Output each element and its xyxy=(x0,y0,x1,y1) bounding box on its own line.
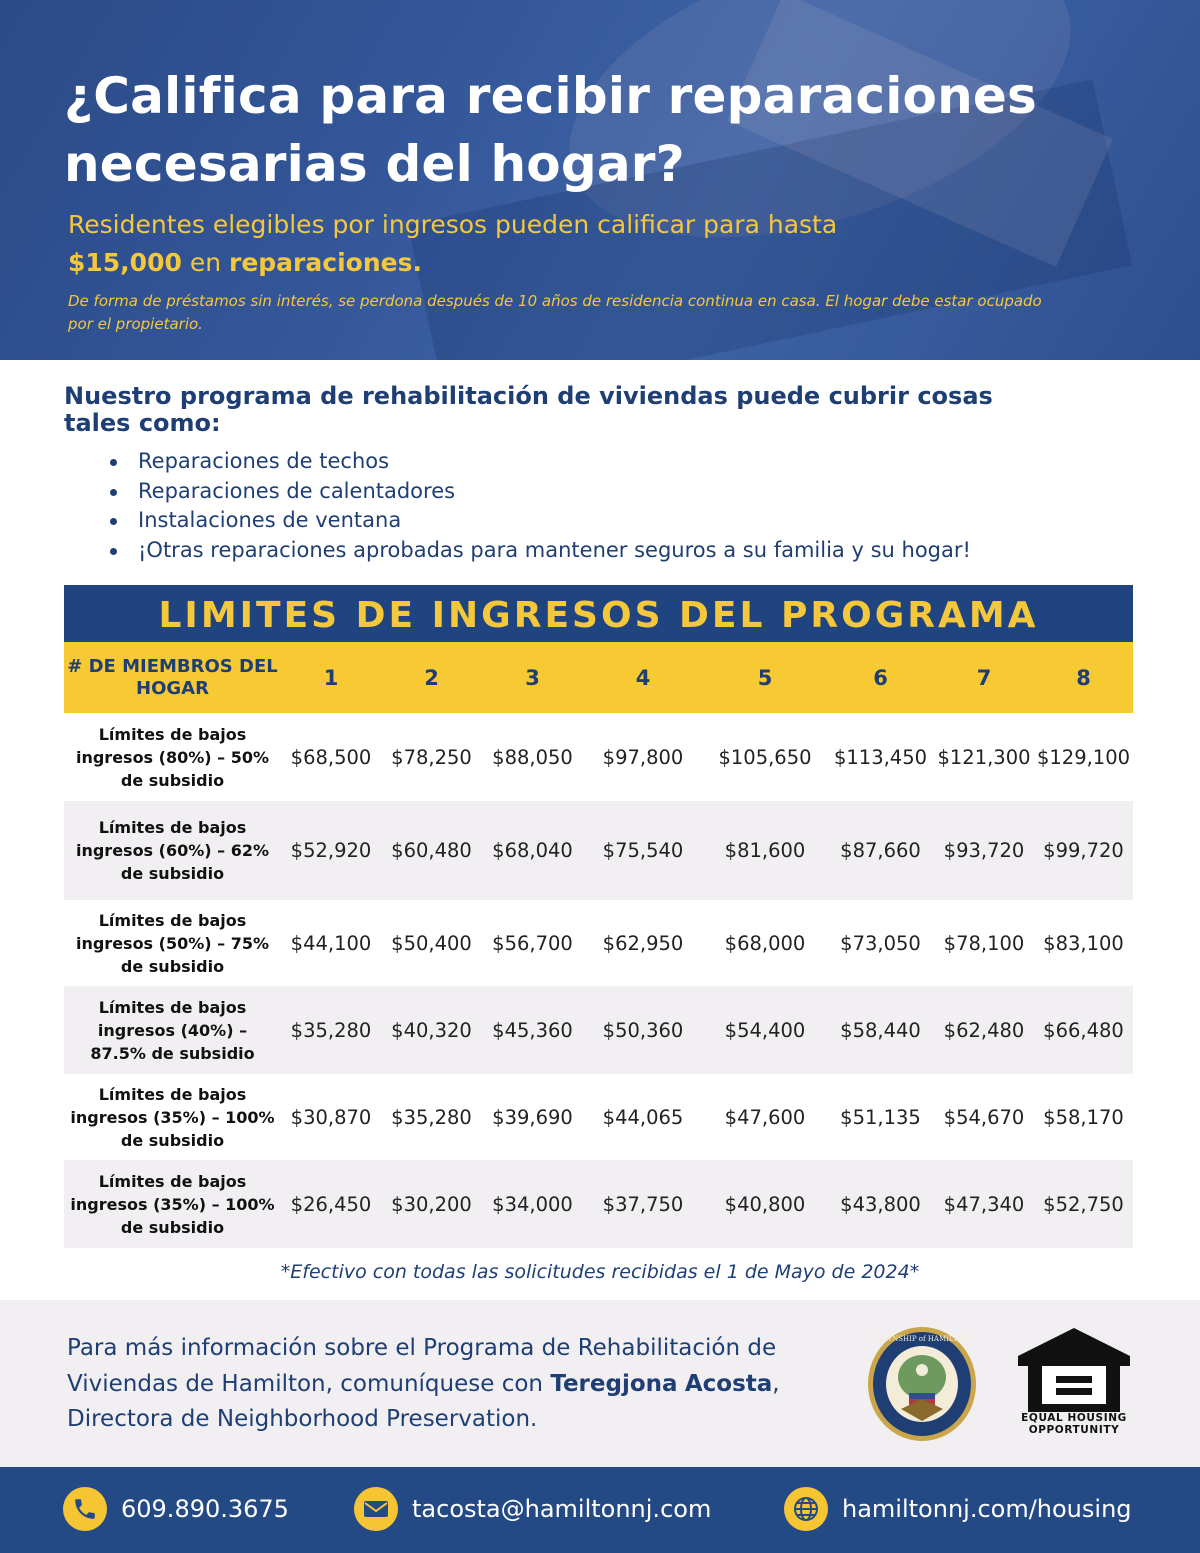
table-row xyxy=(64,986,1133,1074)
table-cell: $62,480 xyxy=(943,1018,1025,1042)
row-label: Límites de bajos ingresos (50%) – 75% de subsidio xyxy=(75,910,270,976)
website-link[interactable] xyxy=(784,1487,1132,1531)
table-cell: $50,400 xyxy=(391,931,472,955)
table-cell: $47,340 xyxy=(943,1192,1025,1216)
contact-role: , Directora de Neighborhood Preservation. xyxy=(67,1370,780,1432)
list-item: Reparaciones de calentadores xyxy=(110,477,971,507)
table-cell: $45,360 xyxy=(492,1018,573,1042)
table-cell: $66,480 xyxy=(1043,1018,1124,1042)
phone-contact[interactable] xyxy=(63,1487,289,1531)
table-cell: $58,170 xyxy=(1043,1105,1124,1129)
table-cell: $68,000 xyxy=(724,931,806,955)
hero-banner xyxy=(0,0,1200,360)
row-label: Límites de bajos ingresos (35%) – 100% de subsidio xyxy=(70,1084,275,1150)
seal-text: TOWNSHIP of HAMILTON xyxy=(874,1335,970,1343)
column-header: 2 xyxy=(424,665,439,690)
list-item: ¡Otras reparaciones aprobadas para mantener seguros a su familia y su hogar! xyxy=(110,536,971,566)
table-cell: $50,360 xyxy=(602,1018,684,1042)
table-row xyxy=(64,713,1133,801)
table-cell: $40,320 xyxy=(391,1018,472,1042)
table-cell: $56,700 xyxy=(492,931,573,955)
effective-date-note: *Efectivo con todas las solicitudes recibidas el 1 de Mayo de 2024* xyxy=(280,1261,920,1283)
table-cell: $87,660 xyxy=(840,839,921,862)
equal-housing-text xyxy=(1008,1412,1140,1436)
table-row xyxy=(64,1160,1133,1248)
table-row xyxy=(64,1074,1133,1160)
equal-housing-line: EQUAL HOUSING xyxy=(1021,1412,1127,1424)
table-cell: $78,100 xyxy=(943,931,1025,955)
table-cell: $121,300 xyxy=(937,745,1031,769)
table-cell: $73,050 xyxy=(840,931,921,955)
table-cell: $34,000 xyxy=(492,1192,573,1216)
table-cell: $39,690 xyxy=(492,1105,573,1129)
table-cell: $43,800 xyxy=(840,1192,921,1216)
table-cell: $30,200 xyxy=(391,1192,472,1216)
globe-icon xyxy=(784,1487,828,1531)
table-cell: $81,600 xyxy=(724,839,806,862)
table-cell: $52,920 xyxy=(290,839,372,862)
column-header: 7 xyxy=(976,665,992,690)
table-cell: $26,450 xyxy=(290,1192,372,1216)
table-cell: $47,600 xyxy=(724,1105,806,1129)
hero-subtitle xyxy=(68,206,1068,282)
column-header: 8 xyxy=(1076,665,1091,690)
column-header: 1 xyxy=(323,665,339,690)
list-item: Reparaciones de techos xyxy=(110,447,971,477)
table-cell: $51,135 xyxy=(840,1105,921,1129)
envelope-icon xyxy=(354,1487,398,1531)
table-cell: $30,870 xyxy=(290,1105,372,1129)
phone-number: 609.890.3675 xyxy=(121,1495,289,1523)
table-cell: $105,650 xyxy=(718,745,812,769)
table-cell: $99,720 xyxy=(1043,839,1124,862)
row-label: Límites de bajos ingresos (80%) – 50% de subsidio xyxy=(75,724,270,790)
table-cell: $75,540 xyxy=(602,839,684,862)
column-header: 5 xyxy=(757,665,773,690)
row-label: Límites de bajos ingresos (60%) – 62% de subsidio xyxy=(75,818,270,883)
table-cell: $58,440 xyxy=(840,1018,921,1042)
table-cell: $78,250 xyxy=(391,745,472,769)
hero-note: De forma de préstamos sin interés, se perdona después de 10 años de residencia continua en casa. El hogar debe estar ocupado por el propietario. xyxy=(68,292,1042,333)
table-cell: $54,670 xyxy=(943,1105,1025,1129)
column-header: 4 xyxy=(635,665,651,690)
contact-paragraph xyxy=(67,1331,847,1438)
email-contact[interactable] xyxy=(354,1487,711,1531)
table-cell: $68,040 xyxy=(492,839,573,862)
table-cell: $93,720 xyxy=(943,839,1025,862)
email-address: tacosta@hamiltonnj.com xyxy=(412,1495,712,1523)
column-header: 3 xyxy=(525,665,540,690)
table-row xyxy=(64,801,1133,900)
subtitle-emphasis: reparaciones. xyxy=(229,248,422,277)
program-heading: Nuestro programa de rehabilitación de viviendas puede cubrir cosas tales como: xyxy=(64,382,993,437)
website-url: hamiltonnj.com/housing xyxy=(842,1495,1132,1523)
contact-last-name: Acosta xyxy=(684,1370,773,1397)
list-item: Instalaciones de ventana xyxy=(110,506,971,536)
phone-icon xyxy=(63,1487,107,1531)
program-list xyxy=(110,447,971,565)
table-cell: $35,280 xyxy=(290,1018,372,1042)
table-cell: $68,500 xyxy=(290,745,372,769)
equal-housing-line: OPPORTUNITY xyxy=(1028,1424,1120,1436)
table-row xyxy=(64,900,1133,986)
table-cell: $54,400 xyxy=(724,1018,806,1042)
contact-info-section xyxy=(0,1300,1200,1467)
table-cell: $52,750 xyxy=(1043,1192,1124,1216)
footer-bar xyxy=(0,1467,1200,1553)
table-cell: $129,100 xyxy=(1036,745,1131,769)
table-cell: $83,100 xyxy=(1043,931,1124,955)
table-cell: $97,800 xyxy=(602,745,684,769)
contact-text: Para más información sobre el Programa de Rehabilitación de Viviendas de Hamilton, comuníquese con xyxy=(67,1335,777,1397)
contact-first-name: Teregjona xyxy=(550,1370,678,1397)
table-title: LIMITES DE INGRESOS DEL PROGRAMA xyxy=(64,585,1133,642)
table-cell: $37,750 xyxy=(602,1192,684,1216)
subtitle-connector: en xyxy=(181,248,229,277)
subtitle-text: Residentes elegibles por ingresos pueden calificar para hasta xyxy=(68,210,838,239)
table-cell: $88,050 xyxy=(492,745,573,769)
table-cell: $35,280 xyxy=(391,1105,472,1129)
table-header-row xyxy=(64,642,1133,713)
township-seal-logo xyxy=(867,1325,977,1443)
row-label: Límites de bajos ingresos (35%) – 100% de subsidio xyxy=(70,1171,275,1237)
table-cell: $60,480 xyxy=(391,839,472,862)
column-header: 6 xyxy=(873,665,888,690)
table-cell: $62,950 xyxy=(602,931,684,955)
table-cell: $44,065 xyxy=(602,1105,684,1129)
table-cell: $40,800 xyxy=(724,1192,806,1216)
table-cell: $113,450 xyxy=(833,745,928,769)
page-title: ¿Califica para recibir reparaciones necesarias del hogar? xyxy=(64,67,1037,193)
income-limits-table xyxy=(64,585,1133,1248)
row-label: Límites de bajos ingresos (40%) – 87.5% de subsidio xyxy=(90,997,255,1063)
header-label: # DE MIEMBROS DEL HOGAR xyxy=(67,655,278,699)
subtitle-amount: $15,000 xyxy=(68,248,182,277)
table-cell: $44,100 xyxy=(290,931,372,955)
